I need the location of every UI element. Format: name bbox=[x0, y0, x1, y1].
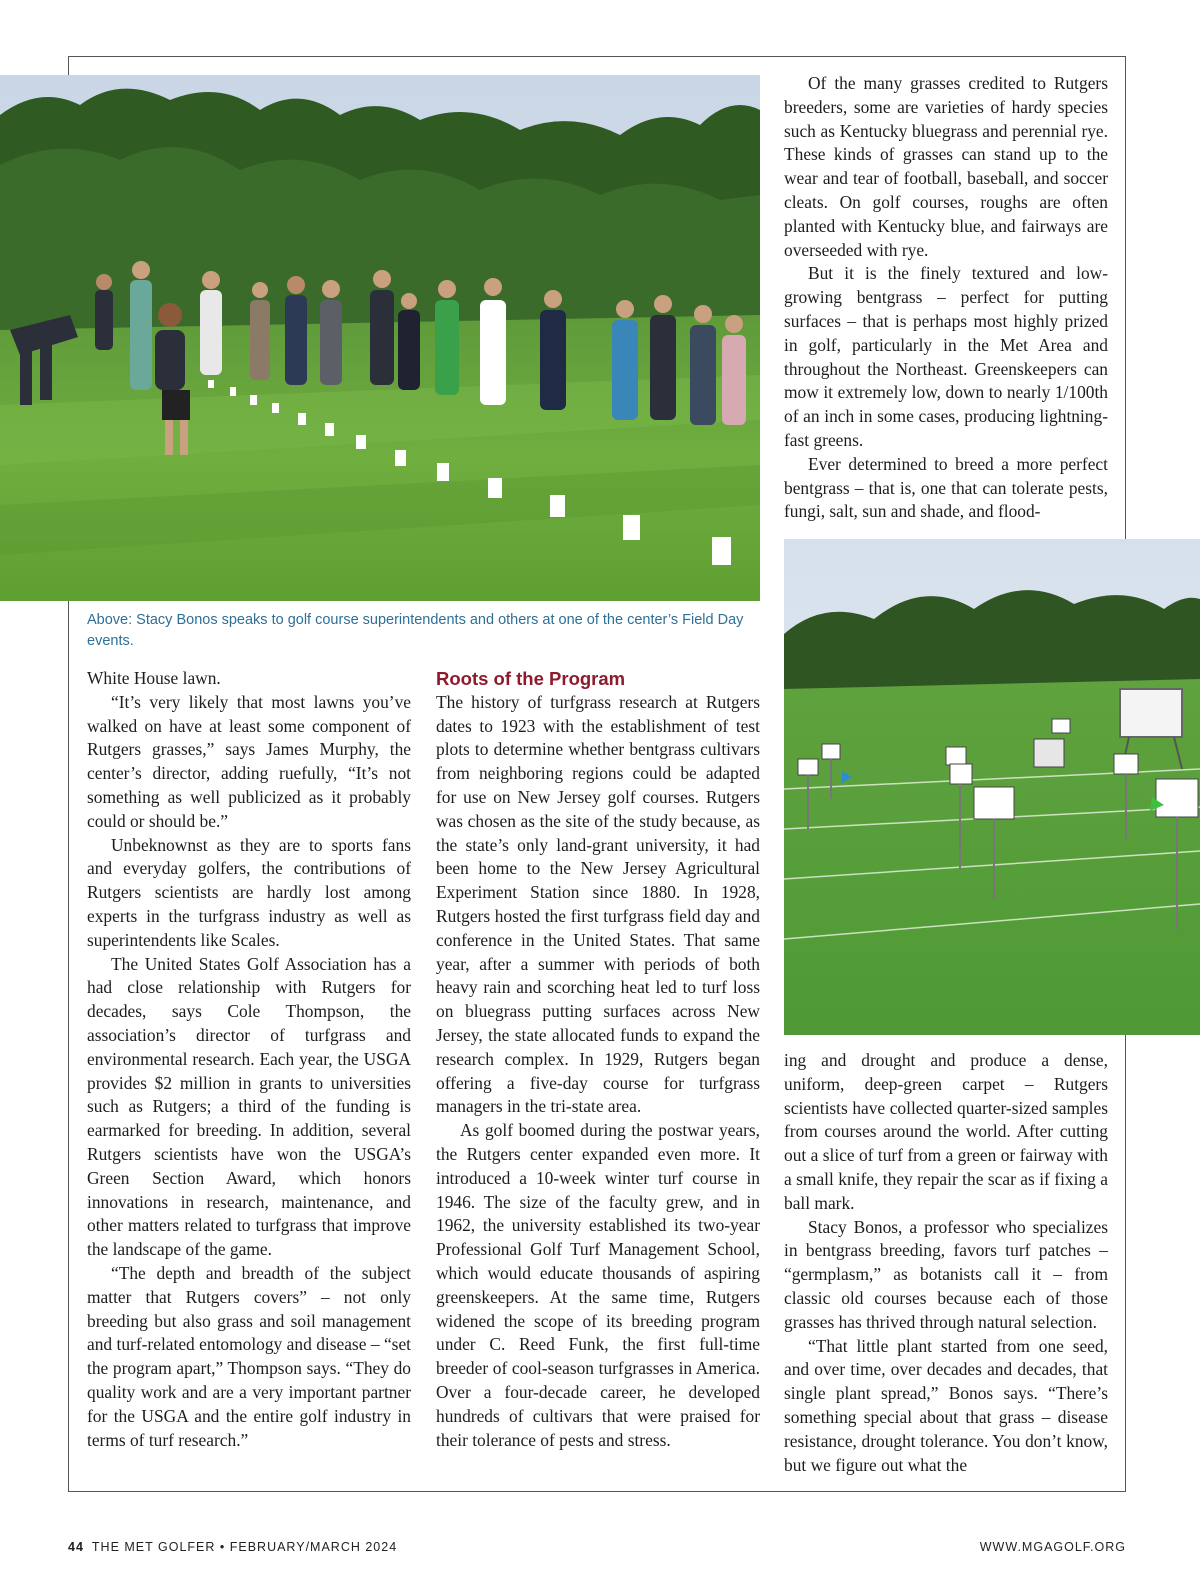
photo-caption: Above: Stacy Bonos speaks to golf course superintendents and others at one of the center’s Field Day events. bbox=[87, 612, 744, 649]
paragraph: “The depth and breadth of the subject matter that Rutgers covers” – not only breeding but also grass and soil management and turf-related entomology and disease – “set the program apart,” Thompson says. “They do quality work and are a very important partner for the USGA and the entire golf industry in terms of turf research.” bbox=[87, 1262, 411, 1450]
article-column-2 bbox=[436, 667, 760, 1452]
field-day-crowd-photo bbox=[0, 75, 760, 601]
paragraph: Unbeknownst as they are to sports fans and everyday golfers, the contributions of Rutgers scientists are hardly lost among experts in the turfgrass industry as well as superintendents like Scales. bbox=[87, 834, 411, 950]
article-column-3-bottom bbox=[784, 1049, 1108, 1477]
page-number: 44 bbox=[68, 1540, 84, 1554]
article-column-1 bbox=[87, 667, 411, 1452]
page-footer-left bbox=[68, 1540, 397, 1554]
field-day-crowd-image bbox=[0, 75, 760, 601]
paragraph: Ever determined to breed a more perfect bentgrass – that is, one that can tolerate pests, fungi, salt, sun and shade, and flood- bbox=[784, 453, 1108, 522]
paragraph: ing and drought and produce a dense, uniform, deep-green carpet – Rutgers scientists have collected quarter-sized samples from courses around the world. After cutting out a slice of turf from a green or fairway with a small knife, they repair the scar as if fixing a ball mark. bbox=[784, 1050, 1108, 1213]
turfgrass-test-plots-photo bbox=[784, 539, 1200, 1035]
paragraph: “That little plant started from one seed, and over time, over decades and decades, that single plant spread,” Bonos says. “There’s something special about that grass – disease resistance, drought tolerance. You don’t know, but we figure out what the bbox=[784, 1335, 1108, 1475]
publication-info: THE MET GOLFER • FEBRUARY/MARCH 2024 bbox=[91, 1540, 398, 1554]
paragraph: As golf boomed during the postwar years, the Rutgers center expanded even more. It introduced a 10-week winter turf course in 1946. The size of the faculty grew, and in 1962, the university established its two-year Professional Golf Turf Management School, which would educate thousands of aspiring greenskeepers. At the same time, Rutgers widened the scope of its breeding program under C. Reed Funk, the first full-time breeder of cool-season turfgrasses in America. Over a four-decade career, he developed hundreds of cultivars that were praised for their tolerance of pests and stress. bbox=[436, 1120, 760, 1450]
paragraph: Of the many grasses credited to Rutgers breeders, some are varieties of hardy species such as Kentucky bluegrass and perennial rye. These kinds of grasses can stand up to the wear and tear of football, baseball, and soccer cleats. On golf courses, roughs are often planted with Kentucky blue, and fairways are overseeded with rye. bbox=[784, 73, 1108, 260]
section-heading: Roots of the Program bbox=[436, 668, 626, 689]
paragraph: Stacy Bonos, a professor who specializes in bentgrass breeding, favors turf patches – “germplasm,” as botanists call it – from classic old courses because each of those grasses has thrived through natural selection. bbox=[784, 1216, 1108, 1332]
paragraph: White House lawn. bbox=[87, 668, 221, 688]
paragraph: But it is the finely textured and low-growing bentgrass – perfect for putting surfaces – that is perhaps most highly prized in golf, particularly in the Met Area and throughout the Northeast. Greenskeepers can mow it extremely low, down to nearly 1/100th of an inch in some cases, producing lightning-fast greens. bbox=[784, 263, 1108, 450]
paragraph: “It’s very likely that most lawns you’ve walked on have at least some component of Rutgers grasses,” says James Murphy, the center’s director, adding ruefully, “It’s not something as well publicized as it probably could or should be.” bbox=[87, 691, 411, 831]
paragraph: The history of turfgrass research at Rutgers dates to 1923 with the establishment of test plots to determine whether bentgrass cultivars from neighboring regions could be adapted for use on New Jersey golf courses. Rutgers was chosen as the site of the study because, as the state’s only land-grant university, it had been home to the New Jersey Agricultural Experiment Station since 1880. In 1928, Rutgers hosted the first turfgrass field day and conference in the United States. That same year, after a summer with periods of both heavy rain and scorching heat led to turf loss on bluegrass putting surfaces across New Jersey, the state allocated funds to expand the research complex. In 1929, Rutgers began offering a five-day course for turfgrass managers in the tri-state area. bbox=[436, 691, 760, 1117]
turfgrass-test-plots-image bbox=[784, 539, 1200, 1035]
paragraph: The United States Golf Association has a had close relationship with Rutgers for decades, says Cole Thompson, the association’s director of turfgrass and environmental research. Each year, the USGA provides $2 million in grants to universities such as Rutgers; a third of the funding is earmarked for breeding. In addition, several Rutgers scientists have won the USGA’s Green Section Award, which honors innovations in research, maintenance, and other matters related to turfgrass that improve the landscape of the game. bbox=[87, 953, 411, 1260]
website-url: WWW.MGAGOLF.ORG bbox=[979, 1540, 1126, 1554]
article-column-3-top bbox=[784, 72, 1108, 524]
